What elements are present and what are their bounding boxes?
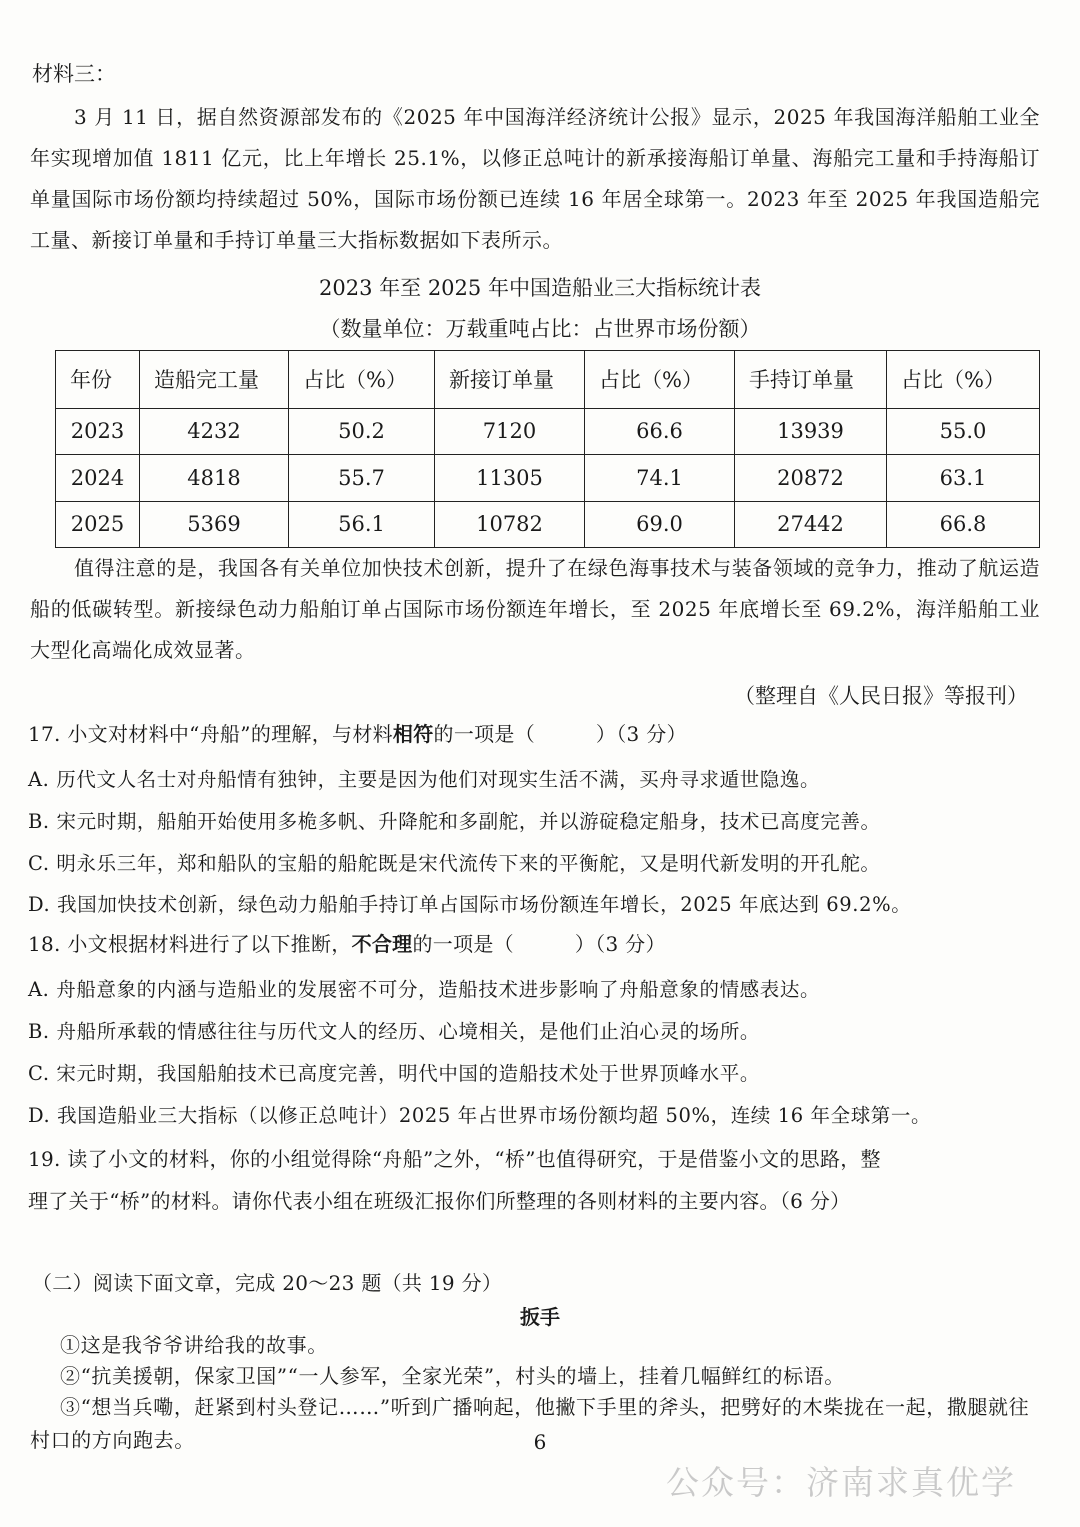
section-label: 材料三： — [32, 62, 116, 86]
material-paragraph-2: 值得注意的是，我国各有关单位加快技术创新，提升了在绿色海事技术与装备领域的竞争力，推动了航运造船的低碳转型。新接绿色动力船舶订单占国际市场份额连年增长，至 2025 年底增长至 69.2%，海洋船舶工业大型化高端化成效显著。 — [30, 556, 1040, 662]
q18-option-d: D. 我国造船业三大指标（以修正总吨计）2025 年占世界市场份额均超 50%，连续 16 年全球第一。 — [28, 1104, 932, 1127]
q17-option-d: D. 我国加快技术创新，绿色动力船舶手持订单占国际市场份额连年增长，2025 年底达到 69.2%。 — [28, 893, 912, 916]
story-paragraph-2: ②“抗美援朝，保家卫国”“一人参军，全家光荣”，村头的墙上，挂着几幅鲜红的标语。 — [60, 1364, 845, 1388]
table-title: 2023 年至 2025 年中国造船业三大指标统计表 — [319, 276, 761, 300]
table-header-cell: 手持订单量 — [735, 351, 887, 409]
table-header-cell: 占比（%） — [585, 351, 735, 409]
question-17-emphasis: 相符 — [392, 722, 434, 746]
table-header-cell: 新接订单量 — [435, 351, 585, 409]
table-cell: 66.6 — [585, 408, 735, 454]
q17-option-c: C. 明永乐三年，郑和船队的宝船的船舵既是宋代流传下来的平衡舵，又是明代新发明的开孔舵。 — [28, 852, 881, 875]
table-cell: 13939 — [735, 408, 887, 454]
q17-option-a: A. 历代文人名士对舟船情有独钟，主要是因为他们对现实生活不满，买舟寻求遁世隐逸。 — [28, 768, 821, 791]
question-18-emphasis: 不合理 — [351, 932, 413, 956]
table-cell: 55.0 — [887, 408, 1040, 454]
table-cell: 5369 — [140, 501, 289, 547]
table-cell: 69.0 — [585, 501, 735, 547]
table-cell: 4818 — [140, 455, 289, 501]
table-cell: 66.8 — [887, 501, 1040, 547]
material-paragraph-1: 3 月 11 日，据自然资源部发布的《2025 年中国海洋经济统计公报》显示，2025 年我国海洋船舶工业全年实现增加值 1811 亿元，比上年增长 25.1%，以修正总吨计的新承接海船订单量、海船完工量和手持海船订单量国际市场份额均持续超过 50%，国际市场份额已连续 16 年居全球第一。2023 年至 2025 年我国造船完工量、新接订单量和手持订单量三大指标数据如下表所示。 — [30, 105, 1040, 252]
table-unit-note: （数量单位：万载重吨占比：占世界市场份额） — [319, 317, 761, 341]
story-paragraph-3: ③“想当兵嘞，赶紧到村头登记……”听到广播响起，他撇下手里的斧头，把劈好的木柴拢在一起，撒腿就往村口的方向跑去。 — [30, 1395, 1030, 1452]
watermark: 公众号：济南求真优学 — [666, 1463, 1016, 1502]
q18-option-c: C. 宋元时期，我国船舶技术已高度完善，明代中国的造船技术处于世界顶峰水平。 — [28, 1062, 760, 1085]
table-cell: 74.1 — [585, 455, 735, 501]
table-cell: 11305 — [435, 455, 585, 501]
table-row — [56, 408, 1040, 454]
table-cell: 10782 — [435, 501, 585, 547]
table-header-cell: 年份 — [56, 351, 140, 409]
question-18-prefix: 18. 小文根据材料进行了以下推断， — [28, 932, 352, 956]
table-cell: 50.2 — [289, 408, 435, 454]
table-cell: 56.1 — [289, 501, 435, 547]
part2-heading: （二）阅读下面文章，完成 20～23 题（共 19 分） — [32, 1271, 503, 1295]
source-note: （整理自《人民日报》等报刊） — [734, 684, 1028, 708]
table-row — [56, 455, 1040, 501]
table-cell: 7120 — [435, 408, 585, 454]
question-18-suffix: 的一项是（ ）（3 分） — [412, 932, 666, 956]
table-cell: 2024 — [56, 455, 140, 501]
table-cell: 2023 — [56, 408, 140, 454]
table-header-row — [56, 351, 1040, 409]
question-17 — [28, 718, 687, 747]
table-cell: 55.7 — [289, 455, 435, 501]
question-19-line-2: 理了关于“桥”的材料。请你代表小组在班级汇报你们所整理的各则材料的主要内容。（6 分） — [28, 1189, 851, 1213]
table-cell: 4232 — [140, 408, 289, 454]
story-title: 扳手 — [520, 1305, 560, 1329]
table-row — [56, 501, 1040, 547]
table-header-cell: 造船完工量 — [140, 351, 289, 409]
question-17-suffix: 的一项是（ ）（3 分） — [433, 722, 687, 746]
table-cell: 20872 — [735, 455, 887, 501]
page-number: 6 — [533, 1430, 547, 1454]
table-header-cell: 占比（%） — [887, 351, 1040, 409]
story-paragraph-1: ①这是我爷爷讲给我的故事。 — [60, 1333, 328, 1357]
shipbuilding-stats-table — [55, 350, 1040, 548]
question-19-line-1: 19. 读了小文的材料，你的小组觉得除“舟船”之外，“桥”也值得研究，于是借鉴小文的思路，整 — [28, 1147, 881, 1171]
question-17-prefix: 17. 小文对材料中“舟船”的理解，与材料 — [28, 722, 393, 746]
table-cell: 27442 — [735, 501, 887, 547]
q18-option-b: B. 舟船所承载的情感往往与历代文人的经历、心境相关，是他们止泊心灵的场所。 — [28, 1020, 761, 1043]
table-cell: 63.1 — [887, 455, 1040, 501]
table-cell: 2025 — [56, 501, 140, 547]
q18-option-a: A. 舟船意象的内涵与造船业的发展密不可分，造船技术进步影响了舟船意象的情感表达。 — [28, 978, 821, 1001]
q17-option-b: B. 宋元时期，船舶开始使用多桅多帆、升降舵和多副舵，并以游碇稳定船身，技术已高度完善。 — [28, 810, 881, 833]
question-18 — [28, 928, 666, 957]
table-header-cell: 占比（%） — [289, 351, 435, 409]
